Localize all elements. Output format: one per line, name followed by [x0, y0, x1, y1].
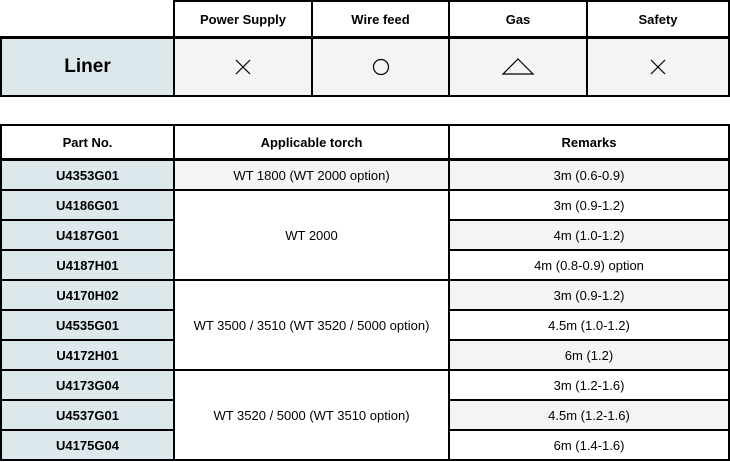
cross-icon [648, 57, 668, 77]
remarks-cell: 4m (0.8-0.9) option [450, 251, 728, 279]
grid-line [448, 309, 730, 311]
grid-line [448, 369, 730, 371]
part-number-cell: U4537G01 [2, 401, 173, 429]
header-part-no: Part No. [62, 135, 113, 150]
applicable-torch-cell: WT 3500 / 3510 (WT 3520 / 5000 option) [175, 281, 448, 369]
grid-line [0, 309, 175, 311]
part-number-cell: U4172H01 [2, 341, 173, 369]
parts-table [0, 124, 730, 462]
remarks-cell: 4m (1.0-1.2) [450, 221, 728, 249]
grid-line [173, 124, 175, 461]
grid-line [448, 429, 730, 431]
grid-line [448, 339, 730, 341]
part-number-cell: U4353G01 [2, 161, 173, 189]
header-remarks: Remarks [561, 135, 617, 150]
circle-icon [371, 57, 391, 77]
grid-line [0, 124, 2, 461]
part-number-cell: U4535G01 [2, 311, 173, 339]
header-wire-feed: Wire feed [351, 11, 410, 27]
remarks-cell: 3m (1.2-1.6) [450, 371, 728, 399]
grid-line [448, 124, 450, 461]
grid-line [173, 189, 450, 191]
grid-line [586, 0, 588, 97]
grid-line [0, 399, 175, 401]
grid-line [311, 0, 313, 97]
gas-cell [450, 39, 586, 95]
applicable-torch-cell: WT 3520 / 5000 (WT 3510 option) [175, 371, 448, 459]
grid-line [448, 189, 730, 191]
grid-line [448, 0, 450, 97]
remarks-cell: 4.5m (1.0-1.2) [450, 311, 728, 339]
header-gas: Gas [505, 11, 531, 27]
grid-line [0, 369, 175, 371]
grid-line [448, 219, 730, 221]
grid-line [0, 339, 175, 341]
grid-line [448, 399, 730, 401]
header-safety: Safety [638, 11, 678, 27]
grid-line [0, 124, 730, 126]
part-number-cell: U4186G01 [2, 191, 173, 219]
grid-line [173, 0, 730, 2]
grid-line [0, 158, 730, 161]
remarks-cell: 3m (0.9-1.2) [450, 281, 728, 309]
wire-feed-cell [313, 39, 448, 95]
row-label-liner: Liner [2, 39, 173, 95]
remarks-cell: 6m (1.2) [450, 341, 728, 369]
part-number-cell: U4173G04 [2, 371, 173, 399]
remarks-cell: 6m (1.4-1.6) [450, 431, 728, 459]
cross-icon [233, 57, 253, 77]
grid-line [0, 219, 175, 221]
applicable-torch-cell: WT 2000 [175, 191, 448, 279]
part-number-cell: U4187G01 [2, 221, 173, 249]
grid-line [0, 279, 175, 281]
impact-table [0, 0, 730, 97]
header-power-supply: Power Supply [200, 11, 286, 27]
remarks-cell: 4.5m (1.2-1.6) [450, 401, 728, 429]
part-number-cell: U4187H01 [2, 251, 173, 279]
part-number-cell: U4170H02 [2, 281, 173, 309]
grid-line [448, 249, 730, 251]
grid-line [0, 429, 175, 431]
part-number-cell: U4175G04 [2, 431, 173, 459]
header-applicable-torch: Applicable torch [260, 135, 363, 150]
power-supply-cell [175, 39, 311, 95]
grid-line [0, 36, 2, 97]
applicable-torch-cell: WT 1800 (WT 2000 option) [175, 161, 448, 189]
grid-line [0, 249, 175, 251]
grid-line [173, 369, 450, 371]
safety-cell [588, 39, 728, 95]
triangle-icon [501, 57, 535, 77]
grid-line [0, 95, 730, 97]
grid-line [0, 36, 730, 39]
remarks-cell: 3m (0.9-1.2) [450, 191, 728, 219]
remarks-cell: 3m (0.6-0.9) [450, 161, 728, 189]
grid-line [0, 189, 175, 191]
grid-line [173, 0, 175, 97]
grid-line [0, 459, 730, 461]
grid-line [173, 279, 450, 281]
grid-line [448, 279, 730, 281]
